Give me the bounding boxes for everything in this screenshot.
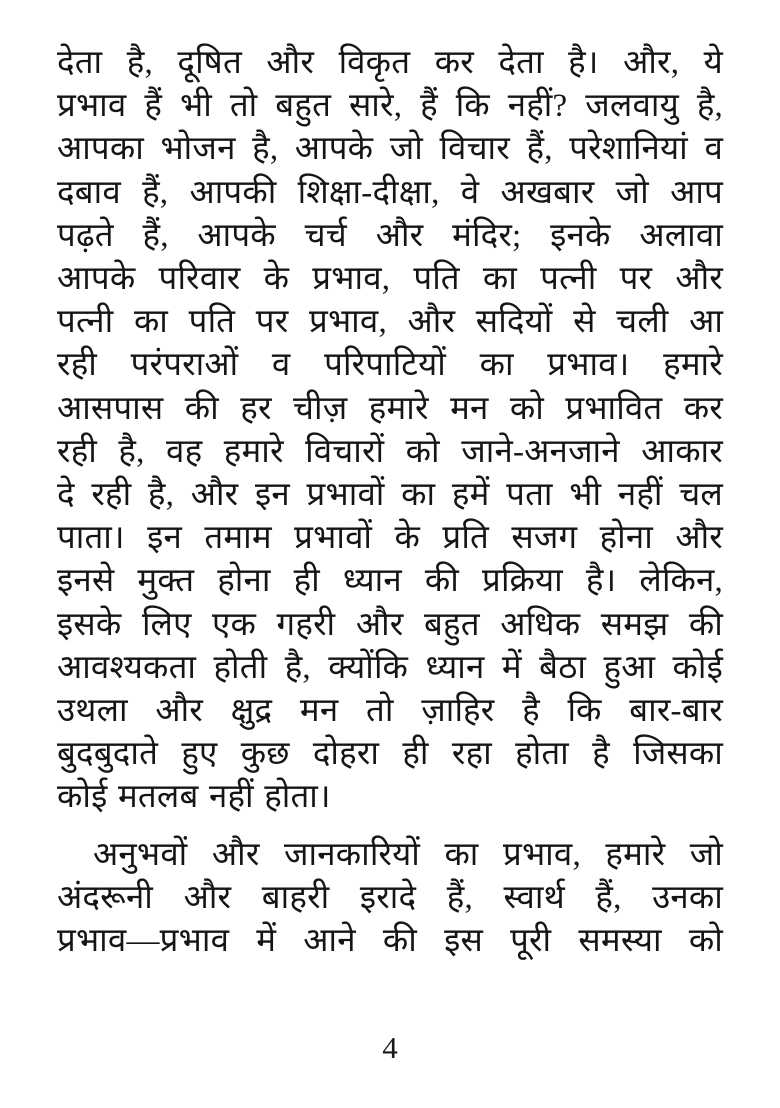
text-line: आपके परिवार के प्रभाव, पति का पत्नी पर और bbox=[57, 261, 723, 298]
text-line: इसके लिए एक गहरी और बहुत अधिक समझ की bbox=[57, 606, 723, 643]
text-line: रही है, वह हमारे विचारों को जाने-अनजाने आकार bbox=[57, 433, 723, 470]
text-line: दबाव हैं, आपकी शिक्षा-दीक्षा, वे अखबार जो आप bbox=[57, 174, 723, 211]
text-line: पत्नी का पति पर प्रभाव, और सदियों से चली आ bbox=[57, 304, 723, 341]
paragraph-2 bbox=[57, 834, 723, 964]
text-line: देता है, दूषित और विकृत कर देता है। और, ये bbox=[57, 45, 723, 81]
text-line: रही परंपराओं व परिपाटियों का प्रभाव। हमारे bbox=[57, 347, 723, 384]
page-text bbox=[57, 42, 723, 963]
text-line: प्रभाव—प्रभाव में आने की इस पूरी समस्या को bbox=[57, 923, 723, 960]
text-line: आवश्यकता होती है, क्योंकि ध्यान में बैठा हुआ कोई bbox=[57, 649, 723, 686]
page-number: 4 bbox=[382, 1030, 398, 1065]
text-line: इनसे मुक्त होना ही ध्यान की प्रक्रिया है। लेकिन, bbox=[57, 563, 723, 600]
text-line: प्रभाव हैं भी तो बहुत सारे, हैं कि नहीं? जलवायु है, bbox=[57, 88, 723, 125]
text-line: आपका भोजन है, आपके जो विचार हैं, परेशानियां व bbox=[57, 131, 723, 168]
text-line: बुदबुदाते हुए कुछ दोहरा ही रहा होता है जिसका bbox=[57, 736, 723, 773]
text-line: उथला और क्षुद्र मन तो ज़ाहिर है कि बार-बार bbox=[57, 693, 723, 730]
paragraph-1 bbox=[57, 42, 723, 820]
text-line: पाता। इन तमाम प्रभावों के प्रति सजग होना और bbox=[57, 520, 723, 557]
text-line: अनुभवों और जानकारियों का प्रभाव, हमारे जो bbox=[93, 836, 723, 873]
text-line: अंदरूनी और बाहरी इरादे हैं, स्वार्थ हैं, उनका bbox=[57, 879, 723, 916]
text-line: दे रही है, और इन प्रभावों का हमें पता भी नहीं चल bbox=[57, 477, 723, 514]
text-line: आसपास की हर चीज़ हमारे मन को प्रभावित कर bbox=[57, 390, 723, 427]
text-line: कोई मतलब नहीं होता। bbox=[57, 779, 331, 816]
text-line: पढ़ते हैं, आपके चर्च और मंदिर; इनके अलावा bbox=[57, 217, 723, 254]
